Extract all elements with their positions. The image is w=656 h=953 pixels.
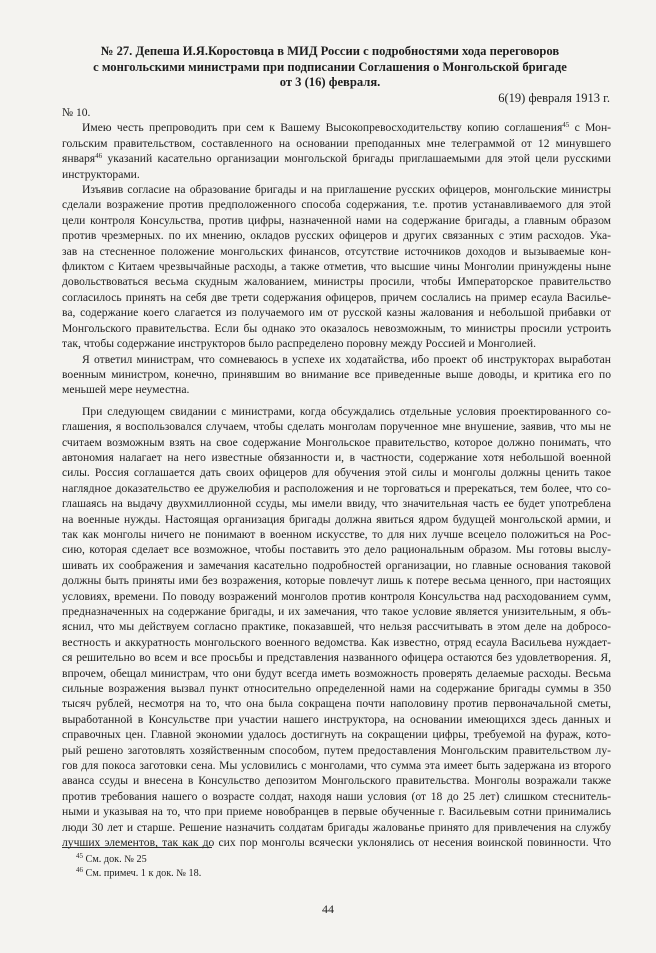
text-line — [62, 382, 611, 397]
line-text: на военные нужды. Настоящая организация бригады должна явиться ядром будущей монгольской армии, и — [62, 512, 611, 526]
text-line — [62, 743, 611, 758]
text-line — [62, 542, 611, 557]
line-text-cont: указаний касательно организации монгольской бригады приглашаемыми для этой цели русскими — [102, 152, 611, 166]
text-line — [62, 465, 611, 480]
footnote-45 — [76, 853, 147, 866]
text-line — [62, 835, 611, 850]
text-line — [62, 804, 611, 819]
text-line — [62, 274, 611, 289]
document-number: № 10. — [62, 106, 91, 119]
line-text: считаем возможным взять на свое содержание Монгольское правительство, которое должно понимать, что — [62, 435, 611, 449]
text-line — [62, 650, 611, 665]
text-line — [62, 666, 611, 681]
text-line — [62, 182, 611, 197]
line-text: января — [62, 152, 96, 166]
text-line — [62, 696, 611, 711]
text-line — [62, 352, 611, 367]
text-line — [62, 681, 611, 696]
title-line: № 27. Депеша И.Я.Коростовца в МИД России с подробностями хода переговоров — [100, 44, 560, 58]
footnote-ref: 46 — [95, 152, 103, 161]
document-date: 6(19) февраля 1913 г. — [498, 91, 610, 105]
text-line — [62, 496, 611, 511]
page-number: 44 — [322, 902, 334, 916]
line-text: против требования нашего о возрасте солдат, находя наши условия (от 18 до 25 лет) слишком стеснитель- — [62, 789, 611, 803]
line-text: Изъявив согласие на образование бригады и на приглашение русских офицеров, монгольские министры — [82, 183, 611, 197]
line-text: лучших элементов, так как до сих пор монголы всячески уклонялись от несения воинской повинности. Что — [62, 836, 611, 850]
line-text: автономия налагает на него известные обязанности и, в частности, содержание хотя небольшой военной — [62, 450, 611, 464]
text-line — [62, 167, 611, 182]
text-line — [62, 419, 611, 434]
line-text: выработанной в Консульстве при участии нашего инструктора, на основании имеющихся здесь данных и — [62, 712, 611, 726]
line-text: тысяч рублей, несмотря на то, что она была сокращена почти наполовину против первоначальной сметы, — [62, 697, 611, 711]
footnote-46 — [76, 867, 201, 880]
text-line — [62, 120, 611, 135]
text-line — [62, 290, 611, 305]
line-text: сильные возражения вызвал пункт относительно определенной нами на содержание бригады суммы в 350 — [62, 682, 611, 696]
line-text: согласилось принять на себя две трети содержания офицеров, причем сослались на пример есаула Васильe- — [62, 290, 611, 304]
line-text: так, чтобы содержание инструкторов было распределено поровну между Россией и Монголией. — [62, 337, 536, 351]
text-line — [62, 727, 611, 742]
text-line — [62, 758, 611, 773]
text-line — [62, 773, 611, 788]
text-line — [62, 244, 611, 259]
line-text: ва, содержание коего слагается из получаемого им от русской казны жалования и небольшой прибавки от — [62, 306, 611, 320]
line-text: люди 30 лет и старше. Решение назначить солдатам бригады жалованье принято для привлечения на службу — [62, 820, 611, 834]
line-text: Монгольского правительства. Если бы однако это оказалось невозможным, то министры просили устроить — [62, 321, 611, 335]
footnote-ref: 45 — [562, 121, 570, 130]
document-title — [60, 44, 600, 91]
text-line — [62, 367, 611, 382]
line-text: рый решено заготовлять хозяйственным способом, путем предоставления Монгольским правительством лу- — [62, 743, 611, 757]
text-line — [62, 558, 611, 573]
line-text: ся решительно во всем и все просьбы и представления названного офицера остаются без удовлетворения. Я, — [62, 651, 611, 665]
footnote-mark: 46 — [76, 866, 83, 874]
text-line — [62, 336, 611, 351]
text-line — [62, 136, 611, 151]
text-line — [62, 512, 611, 527]
text-line — [62, 619, 611, 634]
line-text: ными и указывая на то, что при приеме новобранцев в первые обученные г. Васильевым сотни принимались — [62, 805, 611, 819]
line-text: цели контроля Консульства, против цифры, назначенной нами на содержание бригады, а главным образом — [62, 213, 611, 227]
line-text: гольским правительством, составленного на основании преподанных мне телеграммой от 12 минувшего — [62, 136, 611, 150]
line-text: условиях, времени. По поводу возражений монголов против контроля Консульства над расходованием сумм, — [62, 589, 611, 603]
document-body — [62, 105, 611, 851]
line-text: зав на стесненное положение монгольских финансов, отсутствие источников доходов и вызываемые кон- — [62, 244, 611, 258]
title-line: от 3 (16) февраля. — [279, 75, 381, 89]
line-text: Имею честь препроводить при сем к Вашему Высокопревосходительству копию соглашения — [82, 121, 563, 135]
text-line — [62, 151, 611, 166]
line-text: сию, которая сделает все возможное, чтобы поставить это дело рациональным образом. Мы готовы выслу- — [62, 543, 611, 557]
text-line — [62, 305, 611, 320]
line-text: глашаясь на выдачу двухмиллионной ссуды, мы имели ввиду, что значительная часть ее будет употреблена — [62, 497, 611, 511]
text-line — [62, 589, 611, 604]
text-line — [62, 450, 611, 465]
text-line — [62, 481, 611, 496]
text-line — [62, 197, 611, 212]
line-text: предназначенных на содержание бригады, и их замечания, что такое условие является унизительным, я объ- — [62, 605, 611, 618]
line-text: против чрезмерных. по их мнению, окладов русских офицеров и других связанных с этим расходов. Ука- — [62, 229, 611, 243]
text-line — [62, 228, 611, 243]
line-text: довольствоваться весьма скудным жалованием, министры просили, чтобы Императорское правительство — [62, 275, 611, 289]
line-text: инструкторами. — [62, 167, 140, 181]
line-text: фликтом с Китаем чрезвычайные расходы, а также отметив, что высшие чины Монголии принуждены ныне — [62, 260, 611, 274]
text-line — [62, 435, 611, 450]
text-line — [62, 820, 611, 835]
line-text: яснил, что мы действуем согласно практике, показавшей, что нельзя рассчитывать в этом деле на добросо- — [62, 620, 611, 634]
line-text: впрочем, обещал министрам, что они будут всегда иметь возможность проверять делаемые расходы. Весьма — [62, 666, 611, 680]
footnote-divider — [62, 847, 212, 848]
text-line — [62, 259, 611, 274]
line-text: так как монголы ничего не понимают в военном искусстве, то для них лучше всецело положиться на Рос- — [62, 527, 611, 541]
line-text: должны быть приняты ими без возражения, которые повлечут лишь к потере весьма ценного, при настоящих — [62, 574, 611, 588]
line-text: силы. Россия соглашается дать своих офицеров для обучения этой силы и монголы должны ценить такое — [62, 466, 611, 480]
line-text: При следующем свидании с министрами, когда обсуждались отдельные условия проектированного со- — [82, 404, 611, 418]
text-line — [62, 213, 611, 228]
line-text: глашения, я воспользовался случаем, чтобы сделать монголам порученное мне внушение, заявив, что мы не — [62, 420, 611, 434]
footnote-text: См. док. № 25 — [83, 854, 147, 865]
text-line — [62, 527, 611, 542]
line-text: сделали возражение против предположенного способа содержания, т.е. против устанавливаемого для этой — [62, 198, 611, 212]
line-text: наглядное доказательство ее дружелюбия и расположения и не торговаться и пререкаться, тем более, что со- — [62, 481, 611, 495]
line-text: Я ответил министрам, что сомневаюсь в успехе их ходатайства, ибо проект об инструкторах выработан — [82, 352, 611, 366]
line-text: шивать их соображения и замечания касательно подробностей организации, но главные основания таковой — [62, 558, 611, 572]
line-text: справочных цен. Главной экономии удалось достигнуть на сокращении цифры, требуемой на фураж, кото- — [62, 728, 611, 742]
title-line: с монгольскими министрами при подписании Соглашения о Монгольской бригаде — [93, 59, 567, 74]
line-text: гов для покоса заготовки сена. Мы условились с монголами, что сумма эта имеет быть задержана из второго — [62, 759, 611, 773]
text-line — [62, 321, 611, 336]
footnote-text: См. примеч. 1 к док. № 18. — [83, 868, 202, 879]
line-text-cont: с Мон- — [569, 121, 612, 135]
text-line — [62, 404, 611, 419]
text-line — [62, 635, 611, 650]
text-line — [62, 573, 611, 588]
line-text: военным министром, конечно, принявшим во внимание все приведенные выше доводы, и критика его по — [62, 367, 611, 381]
text-line — [62, 604, 611, 619]
line-text: вестность и аккуратность монгольского военного ведомства. Как известно, отряд есаула Васильева нуждает- — [62, 635, 611, 649]
footnote-mark: 45 — [76, 852, 83, 860]
text-line — [62, 712, 611, 727]
text-line — [62, 789, 611, 804]
line-text: меньшей мере неуместна. — [62, 383, 190, 397]
line-text: аванса ссуды и внесена в Консульство депозитом Монгольского правительства. Монголы возражали также — [62, 774, 611, 788]
